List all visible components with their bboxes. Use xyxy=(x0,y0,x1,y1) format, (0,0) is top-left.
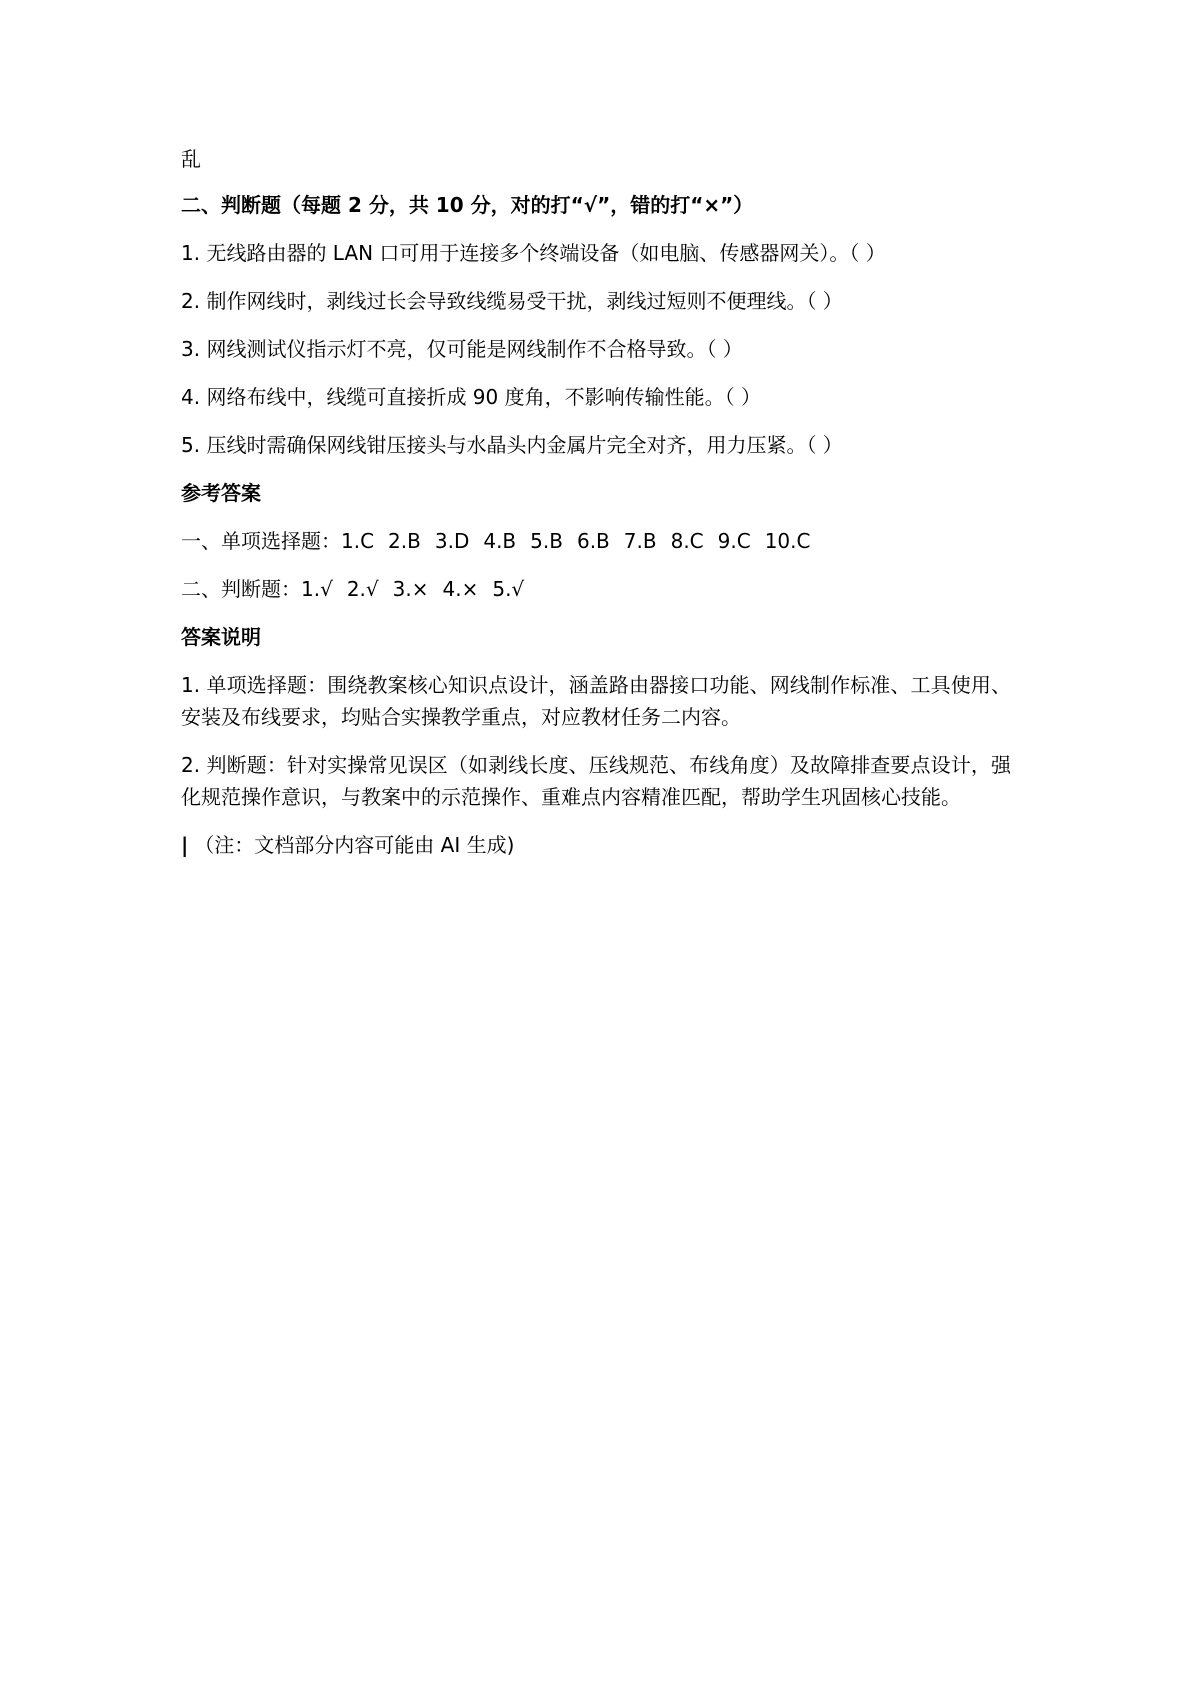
answer-item: 5.√ xyxy=(492,577,525,601)
answer-item: 5.B xyxy=(530,529,563,553)
text-cursor-bar: | xyxy=(181,833,189,857)
answer-item: 4.B xyxy=(483,529,517,553)
answer-item: 4.× xyxy=(442,577,479,601)
ai-note-text: （注：文档部分内容可能由 AI 生成) xyxy=(194,833,515,857)
judge-question-4: 4. 网络布线中，线缆可直接折成 90 度角，不影响传输性能。（ ） xyxy=(181,385,761,409)
answer-item: 10.C xyxy=(764,529,811,553)
answer-item: 6.B xyxy=(576,529,610,553)
ai-note xyxy=(181,829,1011,861)
judge-question-1: 1. 无线路由器的 LAN 口可用于连接多个终端设备（如电脑、传感器网关）。（ ） xyxy=(181,241,886,265)
judge-question-5: 5. 压线时需确保网线钳压接头与水晶头内金属片完全对齐，用力压紧。（ ） xyxy=(181,433,843,457)
single-choice-label: 一、单项选择题： xyxy=(181,529,341,553)
judge-answers-label: 二、判断题： xyxy=(181,577,301,601)
answer-item: 9.C xyxy=(717,529,751,553)
answers-title: 参考答案 xyxy=(181,481,261,505)
single-choice-answers xyxy=(181,525,1011,557)
judge-answers xyxy=(181,573,1011,605)
answer-item: 3.D xyxy=(434,529,470,553)
text-fragment: 乱 xyxy=(181,147,201,171)
explanation-title: 答案说明 xyxy=(181,625,261,649)
answer-item: 2.√ xyxy=(346,577,379,601)
judge-question-2: 2. 制作网线时，剥线过长会导致线缆易受干扰，剥线过短则不便理线。（ ） xyxy=(181,289,843,313)
explanation-paragraph-1: 1. 单项选择题：围绕教案核心知识点设计，涵盖路由器接口功能、网线制作标准、工具使用、安装及布线要求，均贴合实操教学重点，对应教材任务二内容。 xyxy=(181,673,1011,729)
explanation-paragraph-2: 2. 判断题：针对实操常见误区（如剥线长度、压线规范、布线角度）及故障排查要点设计，强化规范操作意识，与教案中的示范操作、重难点内容精准匹配，帮助学生巩固核心技能。 xyxy=(181,753,1011,809)
answer-item: 2.B xyxy=(388,529,421,553)
answer-item: 1.√ xyxy=(301,577,333,601)
judge-question-3: 3. 网线测试仪指示灯不亮，仅可能是网线制作不合格导致。（ ） xyxy=(181,337,743,361)
document-content xyxy=(181,143,1011,877)
answer-item: 1.C xyxy=(341,529,375,553)
answer-item: 7.B xyxy=(623,529,657,553)
answer-item: 3.× xyxy=(392,577,429,601)
answer-item: 8.C xyxy=(670,529,704,553)
section-2-title: 二、判断题（每题 2 分，共 10 分，对的打“√”，错的打“×”） xyxy=(181,193,754,217)
